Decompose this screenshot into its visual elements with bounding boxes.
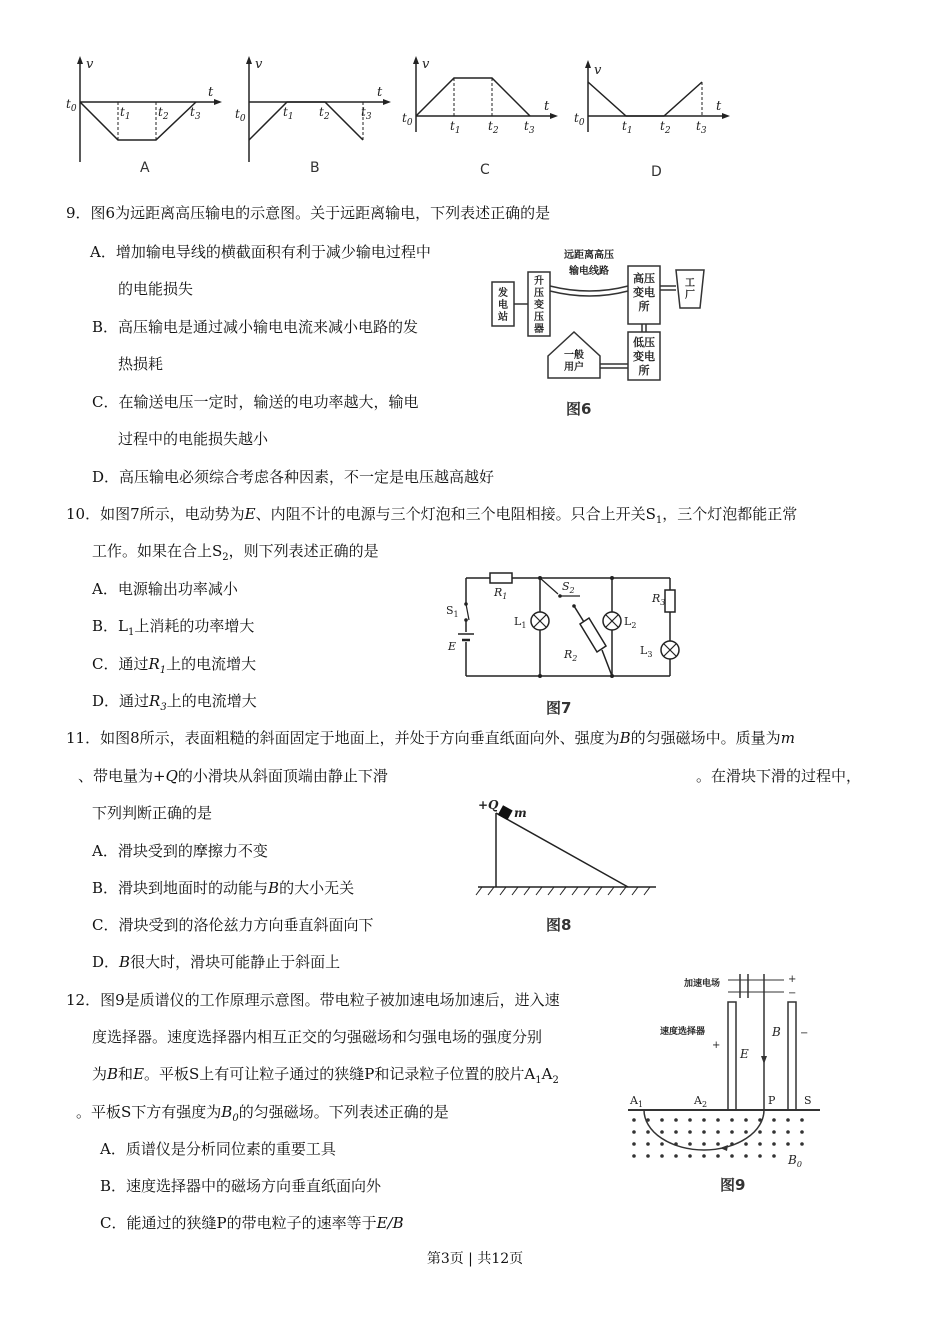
selector-plus: + xyxy=(712,1040,721,1051)
l3-label: $L_3$ xyxy=(640,644,653,659)
figure-8-caption: 图8 xyxy=(546,916,572,934)
selector-minus: − xyxy=(800,1028,809,1039)
step-up-label: 升压变压器 xyxy=(534,276,544,335)
q10-stem-line2: 工作。如果在合上$S_2$，则下列表述正确的是 xyxy=(92,542,379,563)
power-plant-label: 发电站 xyxy=(498,288,508,323)
t2-label: $t_2$ xyxy=(488,119,499,136)
hv-substation-label: 高压变电所 xyxy=(633,272,655,313)
figure-9-spectrometer xyxy=(624,974,824,1169)
axis-t-label: t xyxy=(377,85,383,100)
q9-option-c-cont: 过程中的电能损失越小 xyxy=(118,430,269,448)
r2-label: $R_2$ xyxy=(564,648,578,663)
s2-label: $S_2$ xyxy=(562,580,575,595)
resistor-r1 xyxy=(490,573,512,583)
factory-label: 工厂 xyxy=(685,278,695,301)
q11-option-b: B．滑块到地面时的动能与B的大小无关 xyxy=(92,879,355,897)
accel-minus: − xyxy=(788,988,797,999)
q11-stem-line1: 11．如图8所示，表面粗糙的斜面固定于地面上，并处于方向垂直纸面向外、强度为B的匀强磁场中。质量为m xyxy=(66,729,795,747)
b0-label: $B_0$ xyxy=(788,1153,802,1169)
figure-6-diagram xyxy=(490,246,720,381)
figure-8-incline xyxy=(470,795,660,905)
t2-label: $t_2$ xyxy=(319,105,330,122)
axis-v-label: v xyxy=(255,57,263,72)
e-field-label: E xyxy=(740,1047,749,1061)
q12-option-c: C．能通过的狭缝P的带电粒子的速率等于E/B xyxy=(100,1214,404,1232)
t1-label: $t_1$ xyxy=(622,119,633,136)
figure-7-circuit xyxy=(440,570,680,680)
r1-label: $R_1$ xyxy=(494,586,508,601)
q9-option-a-cont: 的电能损失 xyxy=(118,280,194,298)
graph-c-label: C xyxy=(480,162,490,178)
graph-d xyxy=(576,52,736,172)
axis-t-label: t xyxy=(716,99,722,114)
page-footer: 第3页 | 共12页 xyxy=(426,1251,524,1267)
accel-plus: + xyxy=(788,974,797,985)
q10-option-c: C．通过$R_1$上的电流增大 xyxy=(92,655,257,676)
transmission-label-1: 远距离高压 xyxy=(564,250,614,261)
a2-label: $A_2$ xyxy=(694,1094,708,1109)
figure-9-caption: 图9 xyxy=(720,1176,746,1194)
t1-label: $t_1$ xyxy=(120,105,131,122)
b0-field-dots xyxy=(632,1118,804,1158)
q9-option-c: C．在输送电压一定时，输送的电功率越大，输电 xyxy=(92,393,419,411)
figure-7-caption: 图7 xyxy=(546,699,572,717)
q12-stem-line2: 度选择器。速度选择器内相互正交的匀强磁场和匀强电场的强度分别 xyxy=(92,1028,543,1046)
graph-b-label: B xyxy=(310,160,320,176)
q12-stem-line3: 为B和E。平板S上有可让粒子通过的狭缝P和记录粒子位置的胶片$A_1A_2$ xyxy=(92,1065,559,1086)
q10-option-b: B．$L_1$上消耗的功率增大 xyxy=(92,617,255,638)
lv-substation-label: 低压变电所 xyxy=(633,336,655,377)
q11-stem-line3: 下列判断正确的是 xyxy=(92,804,213,822)
selector-label: 速度选择器 xyxy=(660,1027,706,1037)
q9-stem: 9．图6为远距离高压输电的示意图。关于远距离输电，下列表述正确的是 xyxy=(66,204,551,222)
t1-label: $t_1$ xyxy=(450,119,461,136)
t1-label: $t_1$ xyxy=(283,105,294,122)
q10-option-a: A．电源输出功率减小 xyxy=(92,580,238,598)
q11-option-d: D．B很大时，滑块可能静止于斜面上 xyxy=(92,953,341,971)
q11-option-c: C．滑块受到的洛伦兹力方向垂直斜面向下 xyxy=(92,916,374,934)
q10-stem-line1: 10．如图7所示，电动势为E、内阻不计的电源与三个灯泡和三个电阻相接。只合上开关$S_1$，三个灯泡都能正常 xyxy=(66,505,798,526)
q9-option-a: A．增加输电导线的横截面积有利于减少输电过程中 xyxy=(90,243,431,261)
graph-d-label: D xyxy=(651,164,662,180)
q11-option-a: A．滑块受到的摩擦力不变 xyxy=(92,842,268,860)
t0-label: $t_0$ xyxy=(574,111,585,128)
mass-label: m xyxy=(514,806,527,820)
q12-option-a: A．质谱仪是分析同位素的重要工具 xyxy=(100,1140,336,1158)
resistor-r3 xyxy=(665,590,675,612)
plate-s-label: S xyxy=(804,1094,812,1107)
a1-label: $A_1$ xyxy=(630,1094,644,1109)
t2-label: $t_2$ xyxy=(660,119,671,136)
b-field-label: B xyxy=(772,1025,781,1039)
graph-a xyxy=(68,52,228,172)
q9-option-b-cont: 热损耗 xyxy=(118,355,164,373)
t0-label: $t_0$ xyxy=(235,107,246,124)
axis-v-label: v xyxy=(594,63,602,78)
graph-c xyxy=(404,52,564,172)
q12-stem-line1: 12．图9是质谱仪的工作原理示意图。带电粒子被加速电场加速后，进入速 xyxy=(66,991,560,1009)
q9-option-b: B．高压输电是通过减小输电电流来减小电路的发 xyxy=(92,318,419,336)
r3-label: $R_3$ xyxy=(652,592,666,607)
t0-label: $t_0$ xyxy=(402,111,413,128)
q9-option-d: D．高压输电必须综合考虑各种因素，不一定是电压越高越好 xyxy=(92,468,495,486)
axis-v-label: v xyxy=(86,57,94,72)
q12-stem-line4: 。平板S下方有强度为$B_0$的匀强磁场。下列表述正确的是 xyxy=(76,1103,449,1124)
q11-stem-line2: 、带电量为+Q的小滑块从斜面顶端由静止下滑 xyxy=(78,767,388,785)
axis-v-label: v xyxy=(422,57,430,72)
resistor-r2 xyxy=(580,618,606,652)
t3-label: $t_3$ xyxy=(361,105,372,122)
t0-label: $t_0$ xyxy=(66,97,77,114)
t3-label: $t_3$ xyxy=(696,119,707,136)
s1-label: $S_1$ xyxy=(446,604,459,619)
graph-b xyxy=(237,52,397,172)
transmission-label-2: 输电线路 xyxy=(569,266,609,277)
l2-label: $L_2$ xyxy=(624,615,637,630)
q11-stem-line2-tail: 。在滑块下滑的过程中， xyxy=(696,767,862,785)
slider-block xyxy=(498,805,513,820)
figure-6-caption: 图6 xyxy=(566,400,592,418)
t3-label: $t_3$ xyxy=(524,119,535,136)
t2-label: $t_2$ xyxy=(158,105,169,122)
users-label: 一般用户 xyxy=(564,350,584,373)
l1-label: $L_1$ xyxy=(514,615,527,630)
q12-option-b: B．速度选择器中的磁场方向垂直纸面向外 xyxy=(100,1177,382,1195)
accel-field-label: 加速电场 xyxy=(684,979,721,989)
charge-label: +Q xyxy=(478,798,499,812)
slit-p-label: P xyxy=(768,1094,776,1107)
t3-label: $t_3$ xyxy=(190,105,201,122)
axis-t-label: t xyxy=(208,85,214,100)
q10-option-d: D．通过$R_3$上的电流增大 xyxy=(92,692,257,713)
graph-a-label: A xyxy=(140,160,150,176)
e-label: E xyxy=(448,640,457,653)
axis-t-label: t xyxy=(544,99,550,114)
